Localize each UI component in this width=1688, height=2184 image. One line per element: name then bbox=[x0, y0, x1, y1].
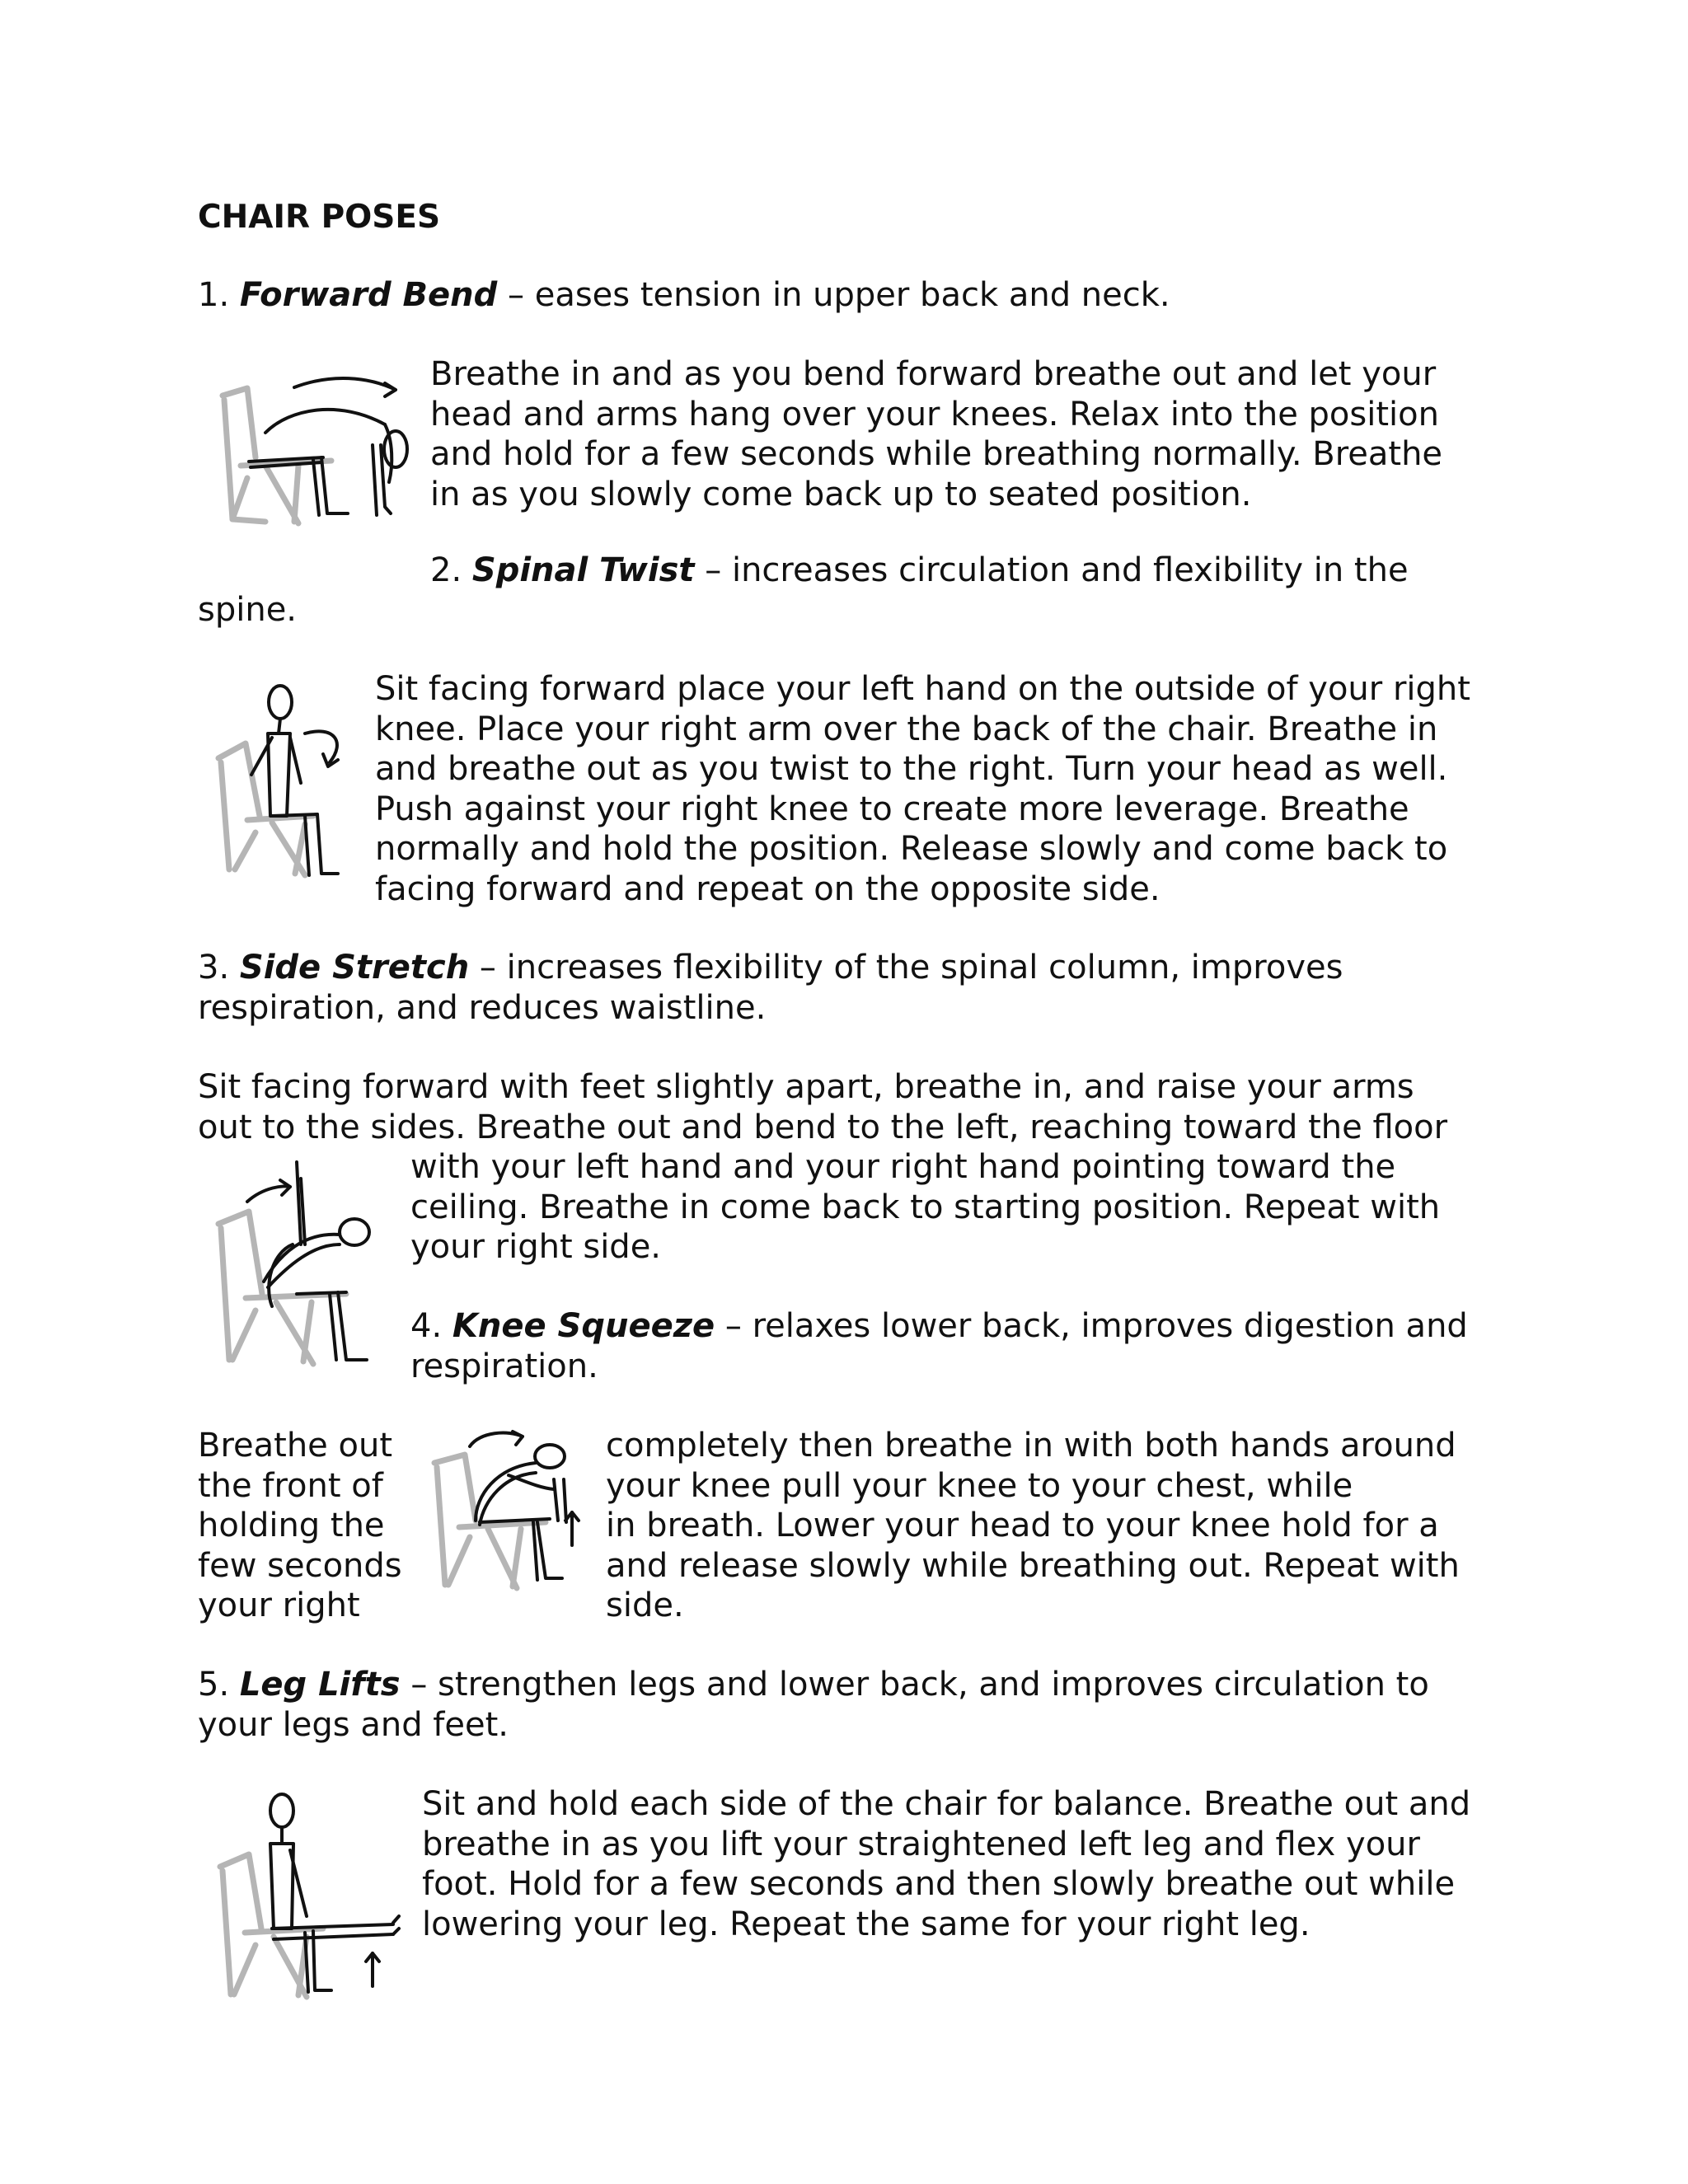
spinal-twist-line-4: Push against your right knee to create more leverage. Breathe bbox=[375, 790, 1409, 828]
side-stretch-chair-figure-icon bbox=[214, 1162, 379, 1372]
spinal-twist-line-2: knee. Place your right arm over the back of the chair. Breathe in bbox=[375, 710, 1438, 748]
knee-squeeze-left-line-5: your right bbox=[198, 1586, 360, 1624]
knee-squeeze-left-line-3: holding the bbox=[198, 1507, 385, 1544]
pose-number: 5. bbox=[198, 1666, 230, 1704]
pose-benefit-continued: your legs and feet. bbox=[198, 1705, 509, 1744]
spinal-twist-line-5: normally and hold the position. Release slowly and come back to bbox=[375, 830, 1448, 868]
spinal-twist-line-3: and breathe out as you twist to the right. Turn your head as well. bbox=[375, 750, 1448, 788]
forward-bend-line-2: head and arms hang over your knees. Relax into the position bbox=[430, 395, 1439, 434]
leg-lifts-line-2: breathe in as you lift your straightened left leg and flex your bbox=[422, 1825, 1420, 1863]
knee-squeeze-right-line-1: completely then breathe in with both hands around bbox=[606, 1427, 1456, 1465]
pose-benefit: – increases circulation and flexibility in the bbox=[694, 551, 1409, 589]
knee-squeeze-left-line-4: few seconds bbox=[198, 1546, 402, 1585]
pose-name: Leg Lifts bbox=[239, 1666, 401, 1704]
side-stretch-line-2: out to the sides. Breathe out and bend to the left, reaching toward the floor bbox=[198, 1108, 1448, 1146]
knee-squeeze-right-line-2: your knee pull your knee to your chest, while bbox=[606, 1466, 1353, 1505]
forward-bend-line-3: and hold for a few seconds while breathing normally. Breathe bbox=[430, 435, 1443, 473]
knee-squeeze-left-line-1: Breathe out bbox=[198, 1427, 392, 1465]
knee-squeeze-right-line-3: in breath. Lower your head to your knee hold for a bbox=[606, 1507, 1439, 1544]
knee-squeeze-chair-figure-icon bbox=[430, 1430, 583, 1595]
pose-number: 2. bbox=[430, 551, 462, 589]
side-stretch-line-3: with your left hand and your right hand pointing toward the bbox=[410, 1148, 1396, 1186]
pose-heading-side-stretch bbox=[198, 948, 1343, 988]
knee-squeeze-right-line-4: and release slowly while breathing out. Repeat with bbox=[606, 1546, 1460, 1585]
leg-lifts-line-1: Sit and hold each side of the chair for balance. Breathe out and bbox=[422, 1785, 1471, 1823]
leg-lifts-chair-figure-icon bbox=[216, 1793, 406, 2003]
leg-lifts-line-4: lowering your leg. Repeat the same for your right leg. bbox=[422, 1905, 1311, 1943]
pose-number: 1. bbox=[198, 276, 230, 314]
side-stretch-line-1: Sit facing forward with feet slightly apart, breathe in, and raise your arms bbox=[198, 1068, 1414, 1106]
forward-bend-line-4: in as you slowly come back up to seated position. bbox=[430, 475, 1252, 513]
spinal-twist-line-1: Sit facing forward place your left hand on the outside of your right bbox=[375, 670, 1470, 708]
spinal-twist-chair-figure-icon bbox=[214, 684, 363, 886]
side-stretch-line-5: your right side. bbox=[410, 1228, 662, 1266]
pose-number: 4. bbox=[410, 1307, 443, 1345]
pose-number: 3. bbox=[198, 949, 230, 987]
page-title: CHAIR POSES bbox=[198, 199, 441, 236]
forward-bend-line-1: Breathe in and as you bend forward breathe out and let your bbox=[430, 355, 1437, 393]
spinal-twist-line-6: facing forward and repeat on the opposite side. bbox=[375, 869, 1160, 908]
pose-name: Side Stretch bbox=[239, 949, 470, 987]
forward-bend-chair-figure-icon bbox=[216, 375, 414, 540]
pose-heading-knee-squeeze bbox=[410, 1306, 1468, 1347]
pose-benefit: – strengthen legs and lower back, and improves circulation to bbox=[400, 1666, 1429, 1704]
leg-lifts-line-3: foot. Hold for a few seconds and then slowly breathe out while bbox=[422, 1865, 1456, 1903]
pose-name: Knee Squeeze bbox=[452, 1307, 715, 1345]
pose-benefit: – relaxes lower back, improves digestion and bbox=[715, 1307, 1468, 1345]
pose-heading-leg-lifts bbox=[198, 1665, 1429, 1705]
knee-squeeze-right-line-5: side. bbox=[606, 1586, 684, 1624]
pose-benefit: – eases tension in upper back and neck. bbox=[497, 276, 1170, 314]
pose-benefit-continued: respiration, and reduces waistline. bbox=[198, 988, 767, 1027]
pose-heading-spinal-twist bbox=[430, 551, 1409, 591]
pose-benefit-continued: spine. bbox=[198, 591, 298, 629]
side-stretch-line-4: ceiling. Breathe in come back to starting position. Repeat with bbox=[410, 1188, 1441, 1226]
pose-benefit-continued: respiration. bbox=[410, 1347, 598, 1385]
knee-squeeze-left-line-2: the front of bbox=[198, 1466, 383, 1505]
pose-name: Spinal Twist bbox=[471, 551, 695, 589]
pose-benefit: – increases flexibility of the spinal column, improves bbox=[469, 949, 1343, 987]
pose-name: Forward Bend bbox=[239, 276, 498, 314]
pose-heading-forward-bend bbox=[198, 275, 1170, 316]
